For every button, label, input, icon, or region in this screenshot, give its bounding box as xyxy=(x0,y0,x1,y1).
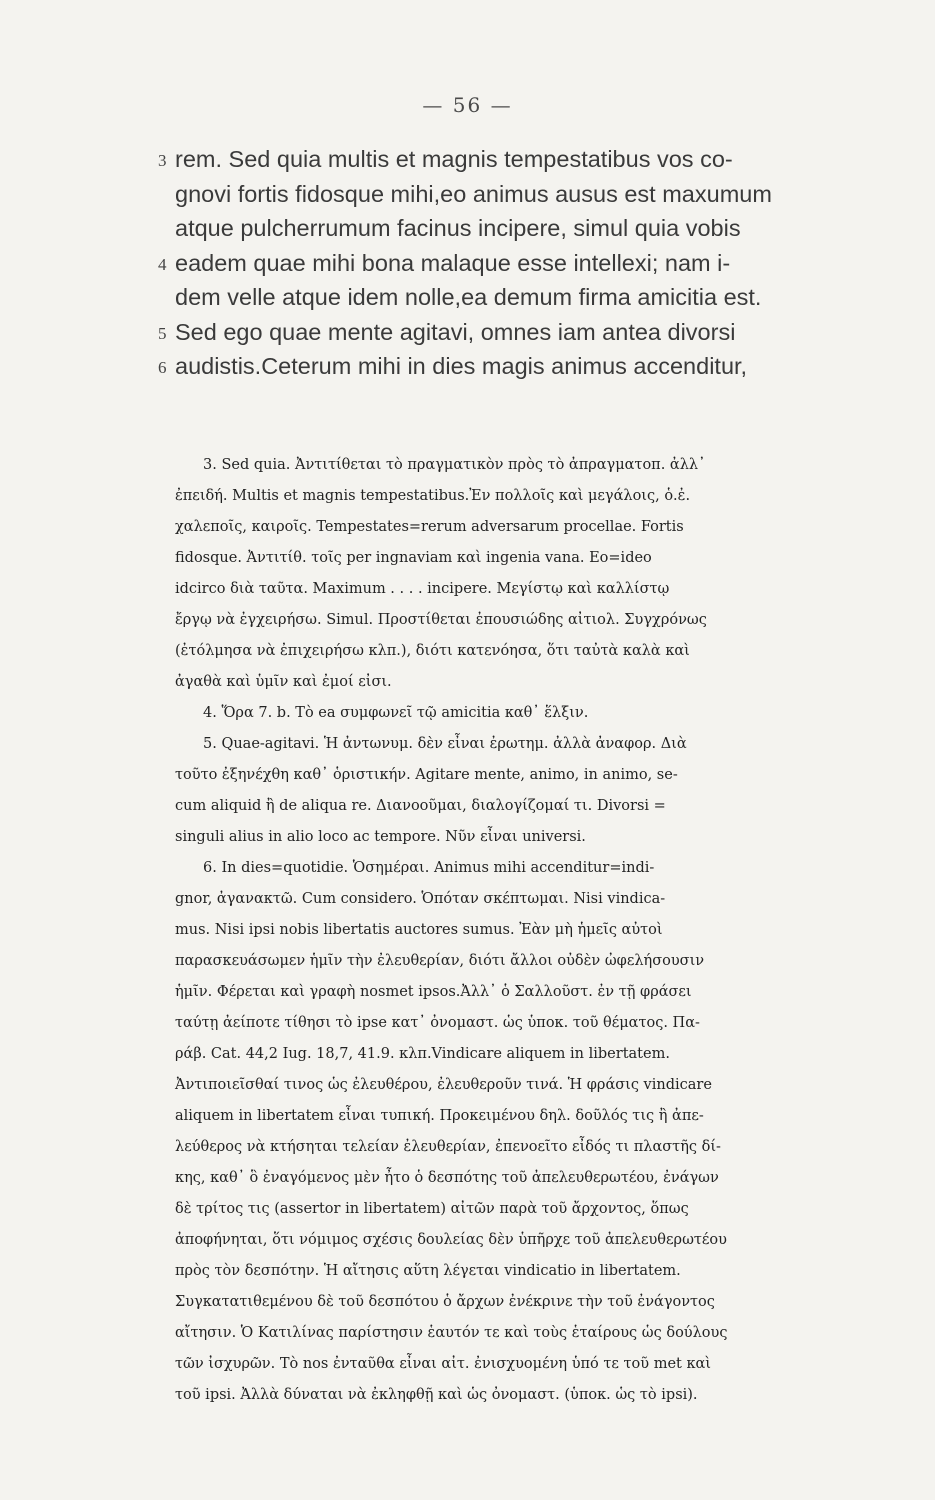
commentary-line xyxy=(175,1070,895,1101)
commentary-line-text: τοῦτο ἐξηνέχθη καθ᾽ ὁριστικήν. Agitare mente, animo, in animo, se- xyxy=(175,767,678,783)
commentary-line xyxy=(175,853,895,884)
line-number: 4 xyxy=(158,254,167,274)
latin-line-text: audistis.Ceterum mihi in dies magis animus accenditur, xyxy=(175,353,748,379)
latin-line-text: eadem quae mihi bona malaque esse intellexi; nam i- xyxy=(175,249,731,276)
commentary-line xyxy=(175,1101,895,1132)
commentary-line-text: ἀποφήνηται, ὅτι νόμιμος σχέσις δουλείας δὲν ὑπῆρχε τοῦ ἀπελευθερωτέου xyxy=(175,1232,727,1248)
commentary-line-text: aliquem in libertatem εἶναι τυπική. Προκειμένου δηλ. δοῦλός τις ἢ ἀπε- xyxy=(175,1108,704,1124)
latin-line xyxy=(175,280,895,315)
commentary-line xyxy=(175,698,895,729)
commentary-line-text: (ἐτόλμησα νὰ ἐπιχειρήσω κλπ.), διότι κατενόησα, ὅτι ταὐτὰ καλὰ καὶ xyxy=(175,643,690,659)
commentary-line-text: ταύτῃ ἀείποτε τίθησι τὸ ipse κατ᾽ ὀνομαστ. ὡς ὑποκ. τοῦ θέματος. Πα- xyxy=(175,1015,700,1031)
line-number: 3 xyxy=(158,151,167,170)
commentary-line-text: ἔργῳ νὰ ἐγχειρήσω. Simul. Προστίθεται ἐπουσιώδης αἰτιολ. Συγχρόνως xyxy=(175,612,707,628)
latin-line xyxy=(158,349,895,384)
commentary-line-text: 3. Sed quia. Ἀντιτίθεται τὸ πραγματικὸν πρὸς τὸ ἀπραγματοπ. ἀλλ᾽ xyxy=(203,457,706,473)
latin-line-text: atque pulcherrumum facinus incipere, simul quia vobis xyxy=(175,215,741,241)
commentary-line xyxy=(175,946,895,977)
commentary-line xyxy=(175,605,895,636)
commentary-line xyxy=(175,884,895,915)
commentary-line-text: singuli alius in alio loco ac tempore. Νῦν εἶναι universi. xyxy=(175,829,586,845)
latin-line xyxy=(175,177,895,212)
commentary-line-text: fidosque. Ἀντιτίθ. τοῖς per ingnaviam καὶ ingenia vana. Eo=ideo xyxy=(175,550,652,566)
commentary-block xyxy=(175,450,895,1411)
latin-line xyxy=(158,142,895,177)
commentary-line xyxy=(175,1039,895,1070)
line-number: 5 xyxy=(158,323,167,343)
commentary-line xyxy=(175,1380,895,1411)
commentary-line-text: idcirco διὰ ταῦτα. Maximum . . . . incipere. Μεγίστῳ καὶ καλλίστῳ xyxy=(175,581,670,597)
commentary-line xyxy=(175,822,895,853)
latin-line-text: gnovi fortis fidosque mihi,eo animus ausus est maxumum xyxy=(175,180,772,207)
commentary-line xyxy=(175,1349,895,1380)
commentary-line-text: 6. In dies=quotidie. Ὁσημέραι. Animus mihi accenditur=indi- xyxy=(203,860,655,876)
commentary-line-text: Συγκατατιθεμένου δὲ τοῦ δεσπότου ὁ ἄρχων ἐνέκρινε τὴν τοῦ ἐνάγοντος xyxy=(175,1294,715,1310)
commentary-line xyxy=(175,1225,895,1256)
latin-line xyxy=(175,211,895,246)
commentary-line-text: mus. Nisi ipsi nobis libertatis auctores sumus. Ἐὰν μὴ ἡμεῖς αὐτοὶ xyxy=(175,922,663,938)
commentary-line xyxy=(175,543,895,574)
commentary-line-text: χαλεποῖς, καιροῖς. Tempestates=rerum adversarum procellae. Fortis xyxy=(175,519,684,535)
commentary-line xyxy=(175,977,895,1008)
commentary-line xyxy=(175,636,895,667)
commentary-line-text: ἡμῖν. Φέρεται καὶ γραφὴ nosmet ipsos.Ἀλλ᾽ ὁ Σαλλοῦστ. ἐν τῇ φράσει xyxy=(175,984,692,1000)
commentary-line xyxy=(175,1318,895,1349)
page-number: — 56 — xyxy=(422,93,513,117)
commentary-line xyxy=(175,667,895,698)
latin-line-text: rem. Sed quia multis et magnis tempestatibus vos co- xyxy=(175,146,733,172)
commentary-line xyxy=(175,1008,895,1039)
commentary-line xyxy=(175,481,895,512)
commentary-line-text: gnor, ἀγανακτῶ. Cum considero. Ὁπόταν σκέπτωμαι. Nisi vindica- xyxy=(175,891,666,907)
commentary-line xyxy=(175,760,895,791)
commentary-line xyxy=(175,1132,895,1163)
commentary-line-text: κης, καθ᾽ ὃ ἐναγόμενος μὲν ἦτο ὁ δεσπότης τοῦ ἀπελευθερωτέου, ἐνάγων xyxy=(175,1170,719,1186)
commentary-line xyxy=(175,1256,895,1287)
commentary-line-text: ἀγαθὰ καὶ ὑμῖν καὶ ἐμοί εἰσι. xyxy=(175,674,392,690)
commentary-line xyxy=(175,450,895,481)
commentary-line-text: cum aliquid ἢ de aliqua re. Διανοοῦμαι, διαλογίζομαί τι. Divorsi = xyxy=(175,798,666,814)
commentary-line-text: πρὸς τὸν δεσπότην. Ἡ αἴτησις αὕτη λέγεται vindicatio in libertatem. xyxy=(175,1263,681,1279)
commentary-line-text: λεύθερος νὰ κτήσηται τελείαν ἐλευθερίαν, ἐπενοεῖτο εἶδός τι πλαστῆς δί- xyxy=(175,1139,721,1155)
latin-line xyxy=(158,315,895,350)
commentary-line-text: παρασκευάσωμεν ἡμῖν τὴν ἐλευθερίαν, διότι ἄλλοι οὐδὲν ὠφελήσουσιν xyxy=(175,953,705,969)
commentary-line-text: 4. Ὅρα 7. b. Τὸ ea συμφωνεῖ τῷ amicitia καθ᾽ ἕλξιν. xyxy=(203,705,589,721)
commentary-line xyxy=(175,512,895,543)
commentary-line-text: ράβ. Cat. 44,2 Iug. 18,7, 41.9. κλπ.Vindicare aliquem in libertatem. xyxy=(175,1046,670,1062)
line-number: 6 xyxy=(158,358,167,377)
commentary-line xyxy=(175,915,895,946)
latin-line-text: dem velle atque idem nolle,ea demum firma amicitia est. xyxy=(175,284,762,310)
commentary-line-text: τοῦ ipsi. Ἀλλὰ δύναται νὰ ἐκληφθῇ καὶ ὡς ὀνομαστ. (ὑποκ. ὡς τὸ ipsi). xyxy=(175,1387,698,1403)
latin-line-text: Sed ego quae mente agitavi, omnes iam antea divorsi xyxy=(175,318,736,345)
commentary-line xyxy=(175,1287,895,1318)
commentary-line-text: δὲ τρίτος τις (assertor in libertatem) αἰτῶν παρὰ τοῦ ἄρχοντος, ὅπως xyxy=(175,1201,689,1217)
commentary-line-text: τῶν ἰσχυρῶν. Τὸ nos ἐνταῦθα εἶναι αἰτ. ἐνισχυομένη ὑπό τε τοῦ met καὶ xyxy=(175,1356,711,1372)
latin-line xyxy=(158,246,895,281)
commentary-line-text: 5. Quae-agitavi. Ἡ ἀντωνυμ. δὲν εἶναι ἐρωτημ. ἀλλὰ ἀναφορ. Διὰ xyxy=(203,736,687,752)
commentary-line xyxy=(175,729,895,760)
commentary-line-text: Ἀντιποιεῖσθαί τινος ὡς ἐλευθέρου, ἐλευθεροῦν τινά. Ἡ φράσις vindicare xyxy=(175,1077,712,1093)
commentary-line-text: αἴτησιν. Ὁ Κατιλίνας παρίστησιν ἑαυτόν τε καὶ τοὺς ἑταίρους ὡς δούλους xyxy=(175,1325,728,1341)
commentary-line xyxy=(175,1163,895,1194)
latin-text-block xyxy=(158,142,895,384)
commentary-line xyxy=(175,791,895,822)
commentary-line xyxy=(175,1194,895,1225)
commentary-line-text: ἐπειδή. Multis et magnis tempestatibus.Ἐν πολλοῖς καὶ μεγάλοις, ὁ.ἐ. xyxy=(175,488,691,504)
commentary-line xyxy=(175,574,895,605)
